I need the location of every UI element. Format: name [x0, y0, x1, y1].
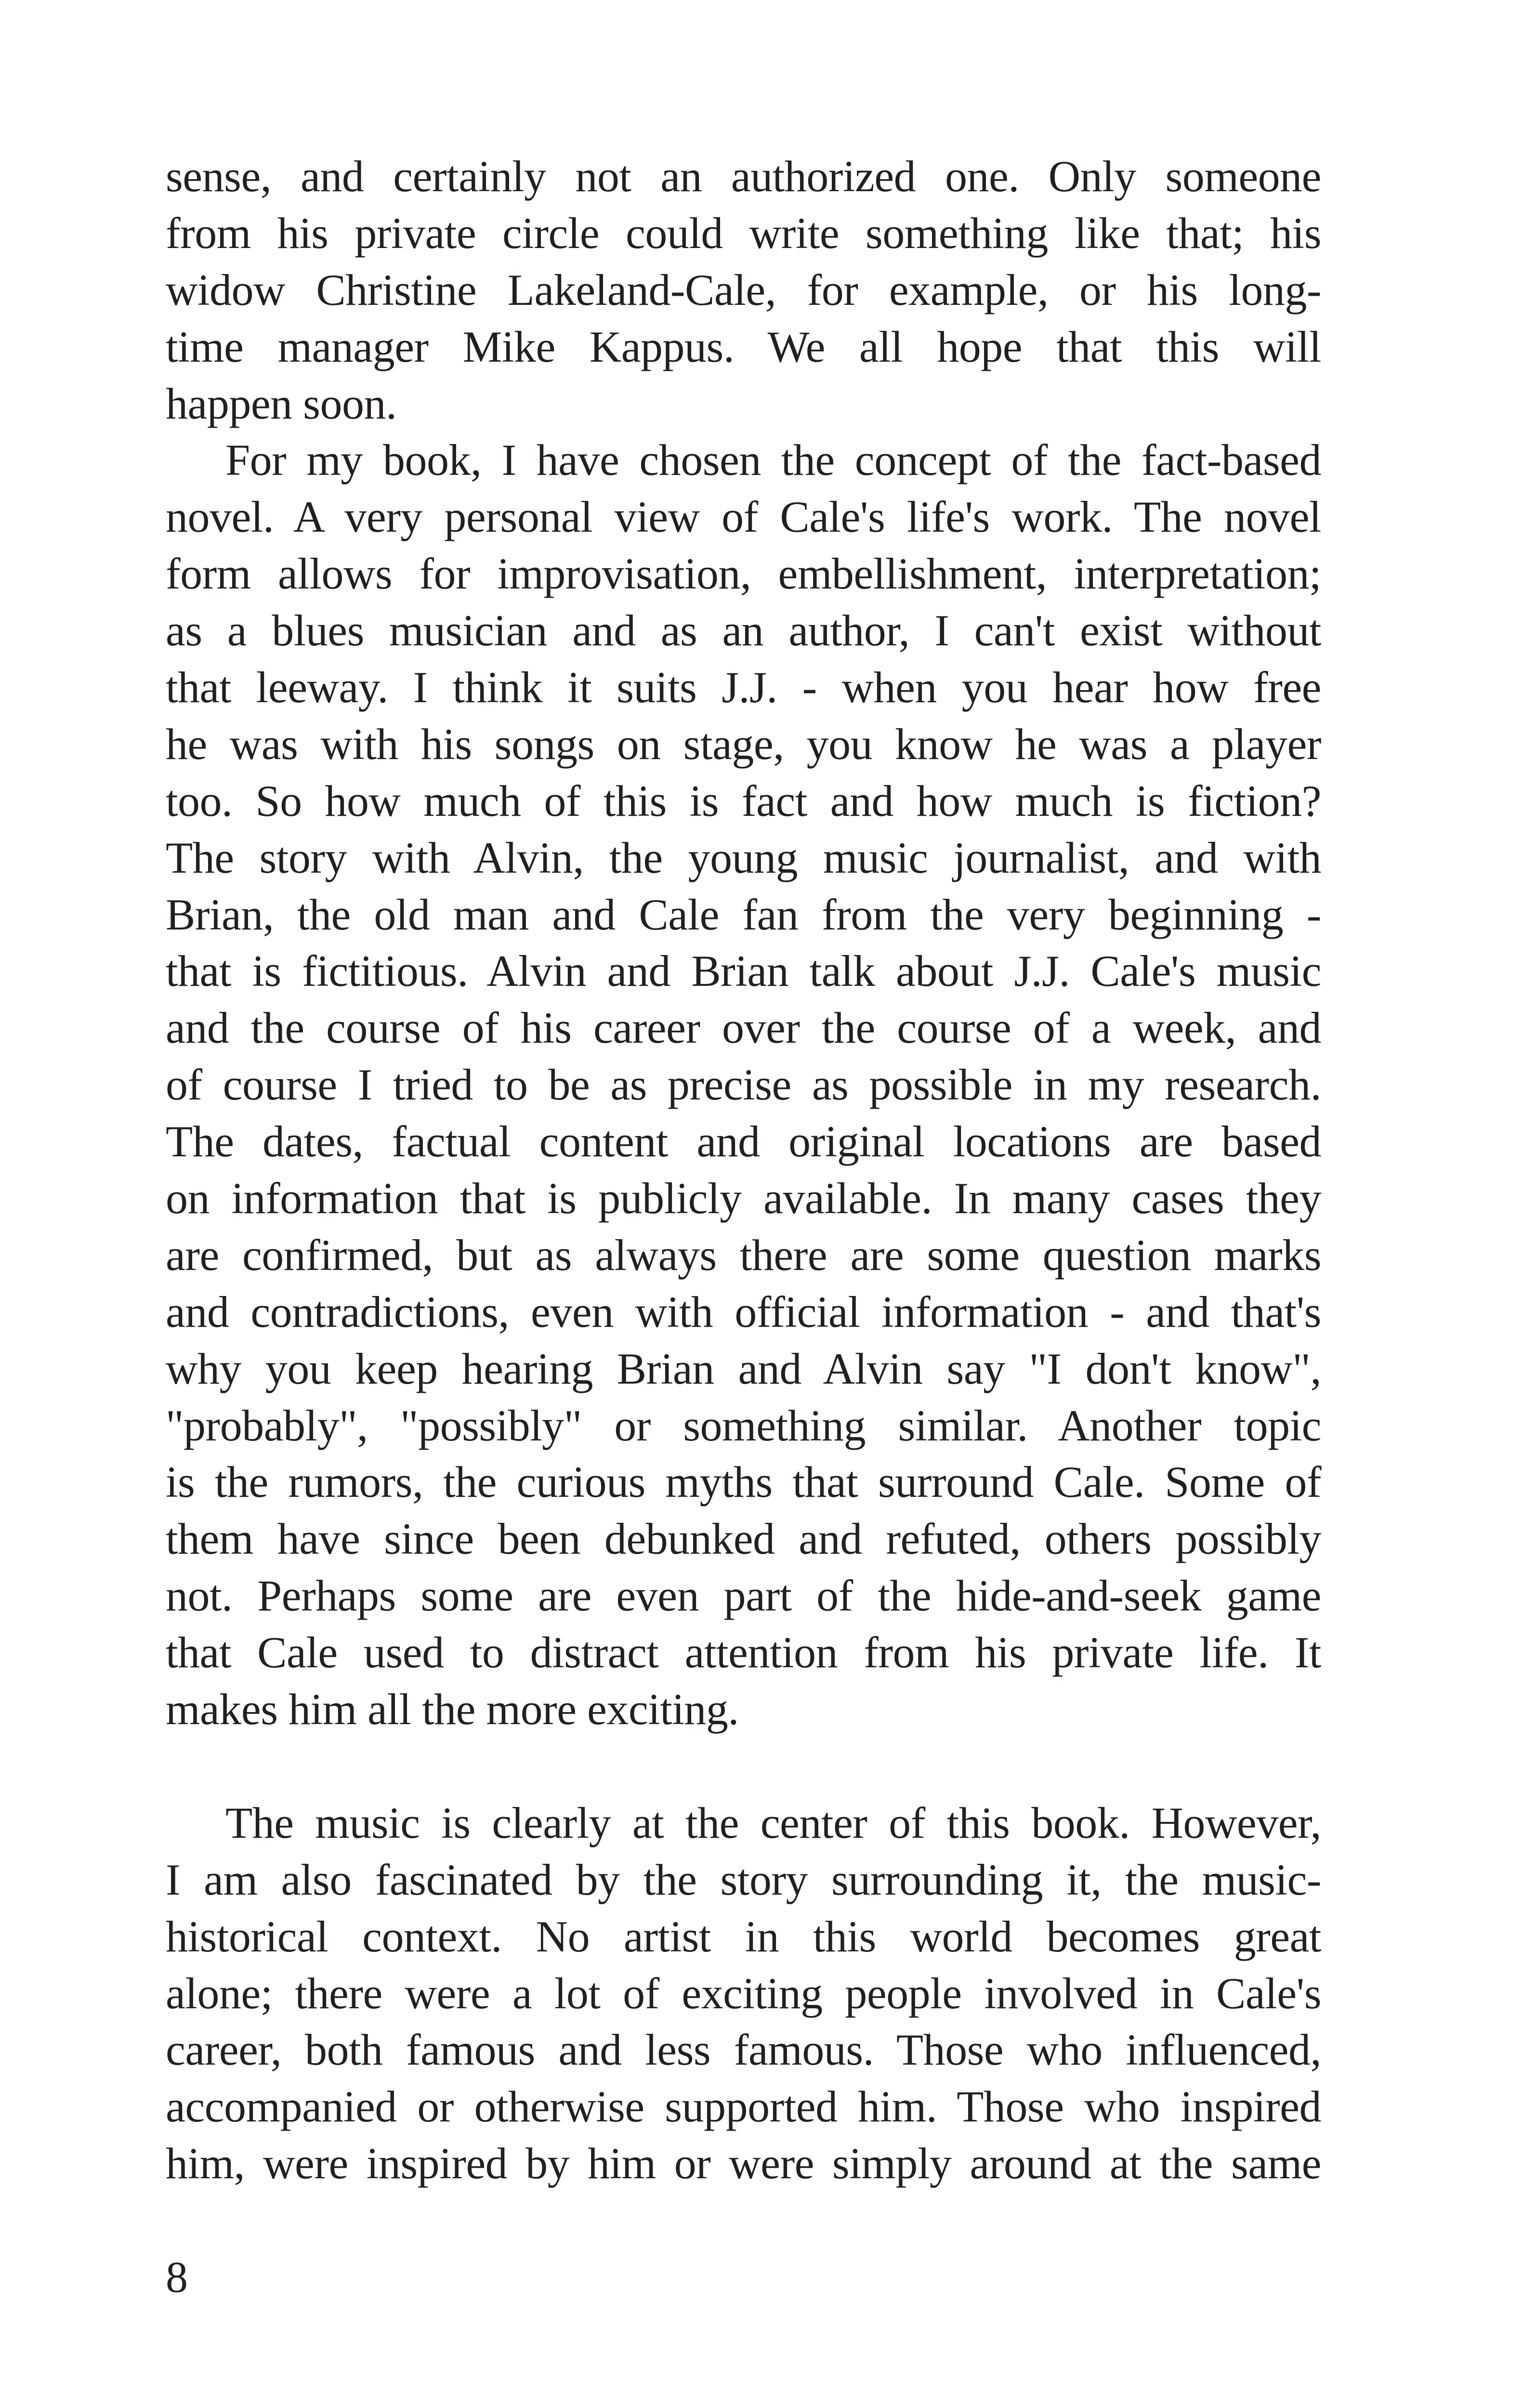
text-line: from his private circle could write something like that; his: [166, 208, 1321, 258]
text-line: as a blues musician and as an author, I can't exist without: [166, 606, 1321, 655]
text-line: historical context. No artist in this world becomes great: [166, 1911, 1321, 1961]
text-line: and the course of his career over the course of a week, and: [166, 1003, 1321, 1053]
text-line: why you keep hearing Brian and Alvin say "I don't know",: [166, 1344, 1321, 1393]
text-line: accompanied or otherwise supported him. Those who inspired: [166, 2082, 1321, 2132]
text-line: that Cale used to distract attention from his private life. It: [166, 1628, 1321, 1677]
paragraph: [166, 148, 1321, 432]
text-line: that is fictitious. Alvin and Brian talk about J.J. Cale's music: [166, 946, 1321, 996]
paragraph: [166, 1795, 1321, 2192]
text-line: of course I tried to be as precise as possible in my research.: [166, 1060, 1321, 1110]
text-line: are confirmed, but as always there are some question marks: [166, 1230, 1321, 1280]
text-line: widow Christine Lakeland-Cale, for example, or his long-: [166, 265, 1321, 314]
text-line: he was with his songs on stage, you know he was a player: [166, 719, 1321, 769]
text-line: "probably", "possibly" or something similar. Another topic: [166, 1400, 1321, 1450]
text-line: novel. A very personal view of Cale's life's work. The novel: [166, 492, 1321, 542]
text-line: career, both famous and less famous. Those who influenced,: [166, 2025, 1321, 2075]
text-line: For my book, I have chosen the concept of the fact-based: [225, 435, 1321, 485]
text-line: happen soon.: [166, 379, 397, 428]
text-line: alone; there were a lot of exciting people involved in Cale's: [166, 1968, 1321, 2018]
text-line: on information that is publicly available. In many cases they: [166, 1174, 1321, 1223]
paragraph-spacer: [166, 1738, 1321, 1795]
page-body-text: [166, 148, 1321, 2192]
text-line: is the rumors, the curious myths that surround Cale. Some of: [166, 1457, 1321, 1507]
text-line: too. So how much of this is fact and how much is fiction?: [166, 776, 1321, 825]
page-number: 8: [166, 2252, 188, 2302]
text-line: time manager Mike Kappus. We all hope that this will: [166, 322, 1321, 371]
paragraph: [166, 432, 1321, 1738]
text-line: and contradictions, even with official information - and that's: [166, 1287, 1321, 1336]
text-line: makes him all the more exciting.: [166, 1685, 739, 1734]
text-line: them have since been debunked and refuted, others possibly: [166, 1514, 1321, 1564]
text-line: I am also fascinated by the story surrounding it, the music-: [166, 1855, 1321, 1904]
text-line: The music is clearly at the center of this book. However,: [225, 1798, 1321, 1847]
text-line: not. Perhaps some are even part of the hide-and-seek game: [166, 1571, 1321, 1621]
text-line: form allows for improvisation, embellishment, interpretation;: [166, 549, 1321, 599]
text-line: that leeway. I think it suits J.J. - when you hear how free: [166, 663, 1321, 712]
text-line: sense, and certainly not an authorized one. Only someone: [166, 152, 1321, 201]
text-line: The dates, factual content and original locations are based: [166, 1117, 1321, 1166]
text-line: him, were inspired by him or were simply around at the same: [166, 2139, 1321, 2188]
text-line: The story with Alvin, the young music journalist, and with: [166, 833, 1321, 882]
text-line: Brian, the old man and Cale fan from the very beginning -: [166, 890, 1321, 939]
